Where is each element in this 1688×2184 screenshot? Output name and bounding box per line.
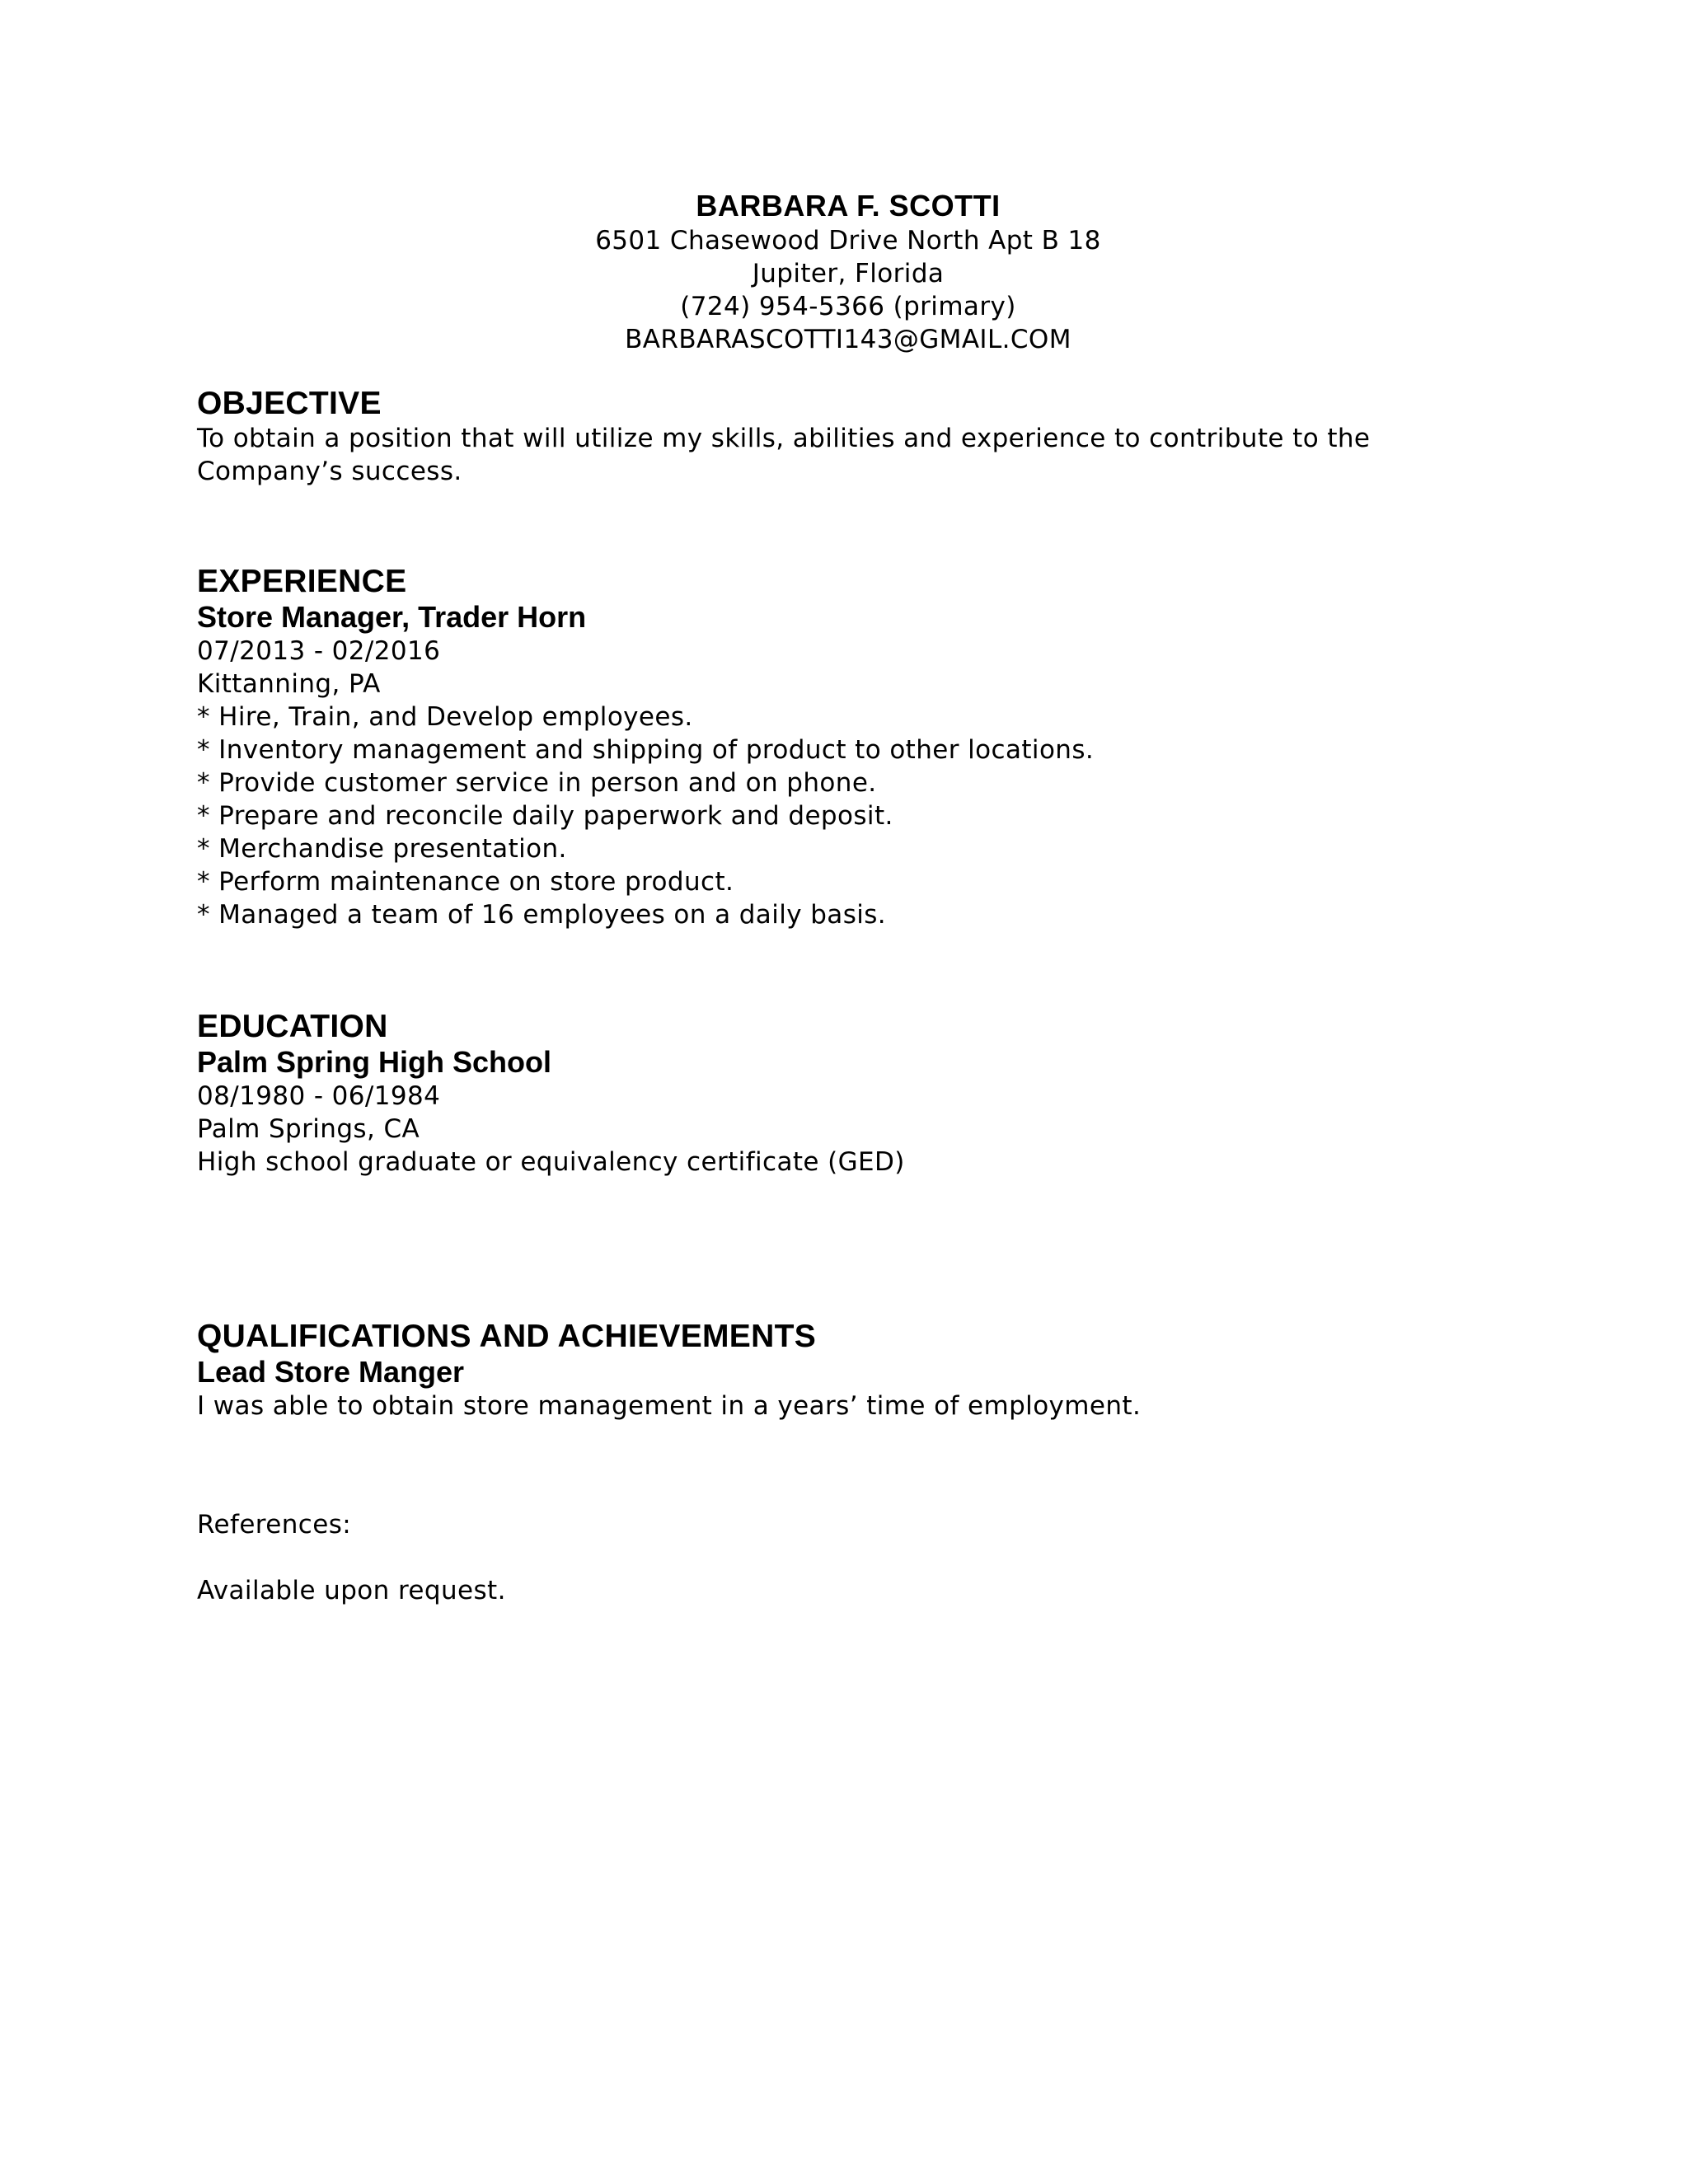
city-state: Jupiter, Florida [752,259,945,288]
qualification-description: I was able to obtain store management in a years’ time of employment. [197,1391,1142,1421]
experience-bullet: * Inventory management and shipping of product to other locations. [197,735,1095,765]
education-degree: High school graduate or equivalency certificate (GED) [197,1147,905,1177]
references-section [197,1508,1499,1607]
objective-line-2: Company’s success. [197,457,462,486]
education-heading: EDUCATION [197,1009,388,1044]
qualification-title: Lead Store Manger [197,1355,465,1389]
experience-bullet: * Managed a team of 16 employees on a daily basis. [197,900,887,930]
experience-heading: EXPERIENCE [197,564,407,599]
qualifications-heading: QUALIFICATIONS AND ACHIEVEMENTS [197,1319,817,1354]
objective-heading: OBJECTIVE [197,386,382,421]
qualifications-section [197,1319,1499,1422]
candidate-name: BARBARA F. SCOTTI [696,189,1001,223]
phone-number: (724) 954-5366 (primary) [680,292,1016,321]
job-dates: 07/2013 - 02/2016 [197,636,441,666]
references-label: References: [197,1510,352,1540]
experience-bullet: * Provide customer service in person and on phone. [197,768,877,798]
experience-bullet: * Merchandise presentation. [197,834,567,864]
contact-header [197,188,1499,356]
experience-bullet: * Hire, Train, and Develop employees. [197,702,693,732]
references-value: Available upon request. [197,1576,506,1605]
experience-section [197,564,1499,931]
email-address: BARBARASCOTTI143@GMAIL.COM [625,325,1071,354]
education-location: Palm Springs, CA [197,1114,420,1144]
school-name: Palm Spring High School [197,1045,552,1079]
resume-content [197,188,1499,1607]
education-section [197,1009,1499,1179]
education-dates: 08/1980 - 06/1984 [197,1081,441,1111]
job-location: Kittanning, PA [197,669,381,699]
experience-bullet: * Prepare and reconcile daily paperwork and deposit. [197,801,893,831]
objective-section [197,386,1499,488]
street-address: 6501 Chasewood Drive North Apt B 18 [595,226,1101,255]
objective-line-1: To obtain a position that will utilize my skills, abilities and experience to contribute to the [197,424,1371,453]
job-title: Store Manager, Trader Horn [197,600,587,634]
experience-bullet: * Perform maintenance on store product. [197,867,734,897]
